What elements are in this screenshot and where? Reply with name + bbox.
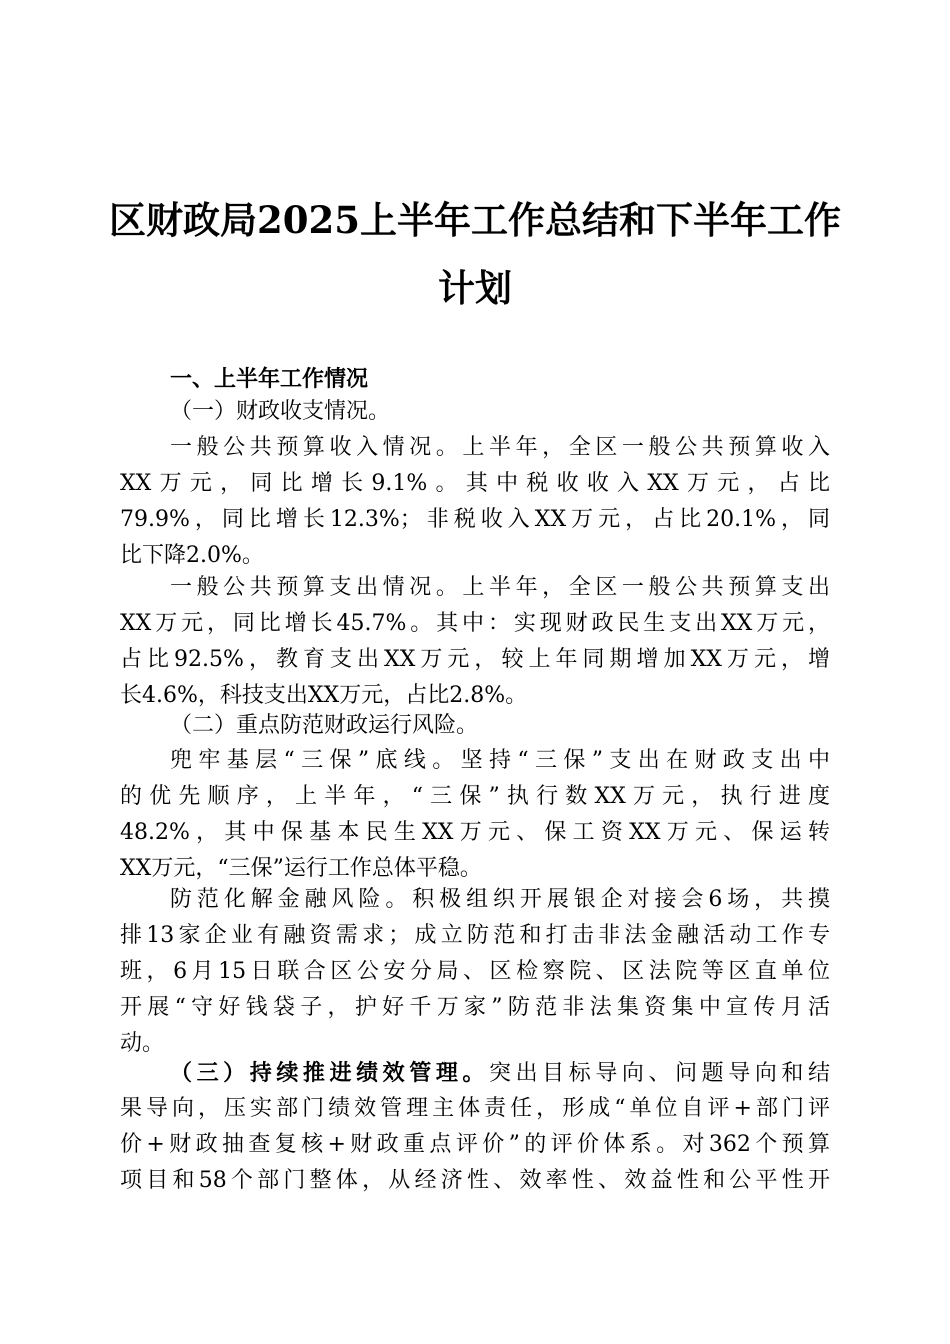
paragraph-line: 果导向，压实部门绩效管理主体责任，形成“单位自评+部门评: [120, 1096, 830, 1121]
paragraph-line: XX万元，同比增长9.1%。其中税收收入XX万元，占比: [120, 471, 830, 496]
paragraph-line: 一般公共预算支出情况。上半年，全区一般公共预算支出: [170, 575, 830, 600]
paragraph-line: 开展“守好钱袋子，护好千万家”防范非法集资集中宣传月活: [120, 995, 830, 1020]
paragraph-line: 班，6月15日联合区公安分局、区检察院、区法院等区直单位: [120, 959, 830, 984]
paragraph-line: 动。: [120, 1031, 165, 1056]
document-title-line-1: 区财政局2025上半年工作总结和下半年工作: [109, 198, 841, 242]
paragraph-line: 长4.6%，科技支出XX万元，占比2.8%。: [120, 683, 528, 708]
paragraph-line: 79.9%，同比增长12.3%；非税收入XX万元，占比20.1%，同: [120, 507, 830, 532]
paragraph-line: 防范化解金融风险。积极组织开展银企对接会6场，共摸: [170, 887, 830, 912]
paragraph-line: 48.2%，其中保基本民生XX万元、保工资XX万元、保运转: [120, 820, 830, 845]
paragraph-line: XX万元，同比增长45.7%。其中：实现财政民生支出XX万元，: [120, 611, 830, 636]
document-title-line-2: 计划: [438, 266, 512, 310]
paragraph-line: 一般公共预算收入情况。上半年，全区一般公共预算收入: [170, 435, 830, 460]
paragraph-text: 突出目标导向、问题导向和结: [489, 1061, 830, 1086]
paragraph-line: XX万元，“三保”运行工作总体平稳。: [120, 856, 482, 881]
paragraph-line: [170, 1055, 830, 1091]
paragraph-line: 的优先顺序，上半年，“三保”执行数XX万元，执行进度: [120, 784, 830, 809]
paragraph-line: 兜牢基层“三保”底线。坚持“三保”支出在财政支出中: [170, 748, 830, 773]
paragraph-line: 排13家企业有融资需求；成立防范和打击非法金融活动工作专: [120, 923, 830, 948]
subsection-heading-2: （二）重点防范财政运行风险。: [170, 713, 479, 738]
paragraph-line: 价+财政抽查复核+财政重点评价”的评价体系。对362个预算: [120, 1132, 830, 1157]
subsection-heading-1: （一）财政收支情况。: [170, 399, 391, 424]
paragraph-line: 占比92.5%，教育支出XX万元，较上年同期增加XX万元，增: [120, 647, 830, 672]
paragraph-line: 比下降2.0%。: [120, 543, 264, 568]
section-heading-1: 一、上半年工作情况: [170, 367, 369, 392]
paragraph-line: 项目和58个部门整体，从经济性、效率性、效益性和公平性开: [120, 1168, 830, 1193]
subsection-heading-3: （三）持续推进绩效管理。: [170, 1060, 489, 1086]
